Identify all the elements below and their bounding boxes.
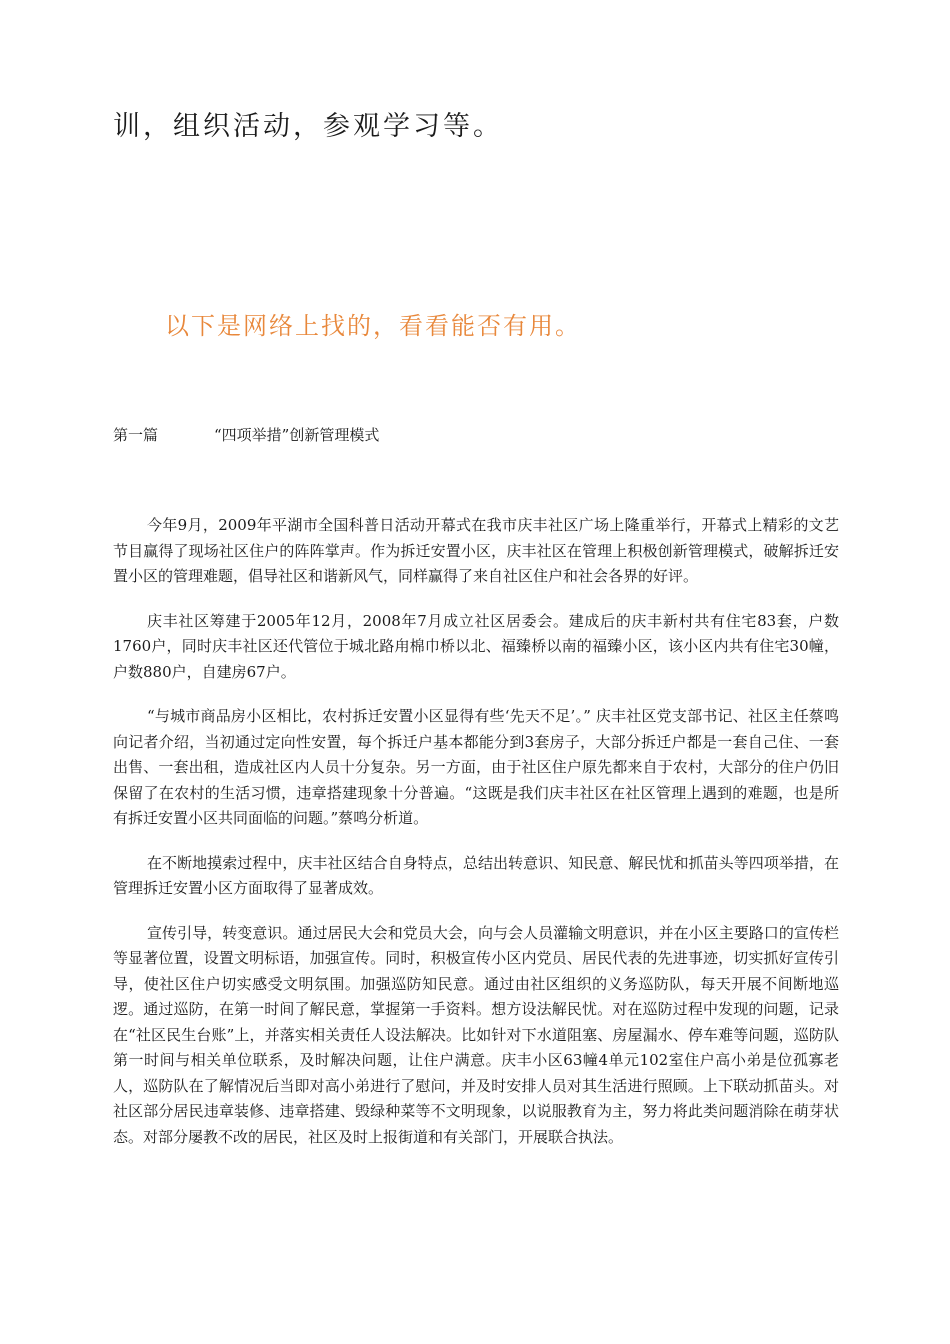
paragraph: 庆丰社区筹建于2005年12月，2008年7月成立社区居委会。建成后的庆丰新村共有住宅83套，户数1760户，同时庆丰社区还代管位于城北路甪棉巾桥以北、福臻桥以南的福臻小区，该小区内共有住宅30幢，户数880户，自建房67户。	[113, 611, 839, 681]
section-title: “四项举措”创新管理模式	[214, 426, 380, 444]
note-line: 以下是网络上找的，看看能否有用。	[165, 312, 581, 340]
paragraph: 今年9月，2009年平湖市全国科普日活动开幕式在我市庆丰社区广场上隆重举行，开幕式上精彩的文艺节目赢得了现场社区住户的阵阵掌声。作为拆迁安置小区，庆丰社区在管理上积极创新管理模式，破解拆迁安置小区的管理难题，倡导社区和谐新风气，同样赢得了来自社区住户和社会各界的好评。	[113, 516, 839, 585]
article-body	[113, 513, 839, 1169]
lead-line: 训，组织活动，参观学习等。	[113, 111, 503, 142]
paragraph: “与城市商品房小区相比，农村拆迁安置小区显得有些‘先天不足’。” 庆丰社区党支部书记、社区主任蔡鸣向记者介绍，当初通过定向性安置，每个拆迁户基本都能分到3套房子，大部分拆迁户都是一套自己住、一套出售、一套出租，造成社区内人员十分复杂。另一方面，由于社区住户原先都来自于农村，大部分的住户仍旧保留了在农村的生活习惯，违章搭建现象十分普遍。“这既是我们庆丰社区在社区管理上遇到的难题，也是所有拆迁安置小区共同面临的问题。”蔡鸣分析道。	[113, 707, 839, 827]
paragraph: 宣传引导，转变意识。通过居民大会和党员大会，向与会人员灌输文明意识，并在小区主要路口的宣传栏等显著位置，设置文明标语，加强宣传。同时，积极宣传小区内党员、居民代表的先进事迹，切实抓好宣传引导，使社区住户切实感受文明氛围。加强巡防知民意。通过由社区组织的义务巡防队，每天开展不间断地巡逻。通过巡防，在第一时间了解民意，掌握第一手资料。想方设法解民忧。对在巡防过程中发现的问题，记录在“社区民生台账”上，并落实相关责任人设法解决。比如针对下水道阻塞、房屋漏水、停车难等问题，巡防队第一时间与相关单位联系，及时解决问题，让住户满意。庆丰小区63幢4单元102室住户高小弟是位孤寡老人，巡防队在了解情况后当即对高小弟进行了慰问，并及时安排人员对其生活进行照顾。上下联动抓苗头。对社区部分居民违章装修、违章搭建、毁绿种菜等不文明现象，以说服教育为主，努力将此类问题消除在萌芽状态。对部分屡教不改的居民，社区及时上报街道和有关部门，开展联合执法。	[113, 923, 839, 1146]
section-heading	[113, 424, 379, 445]
section-number: 第一篇	[113, 426, 159, 444]
paragraph: 在不断地摸索过程中，庆丰社区结合自身特点，总结出转意识、知民意、解民忧和抓苗头等四项举措，在管理拆迁安置小区方面取得了显著成效。	[113, 853, 839, 897]
